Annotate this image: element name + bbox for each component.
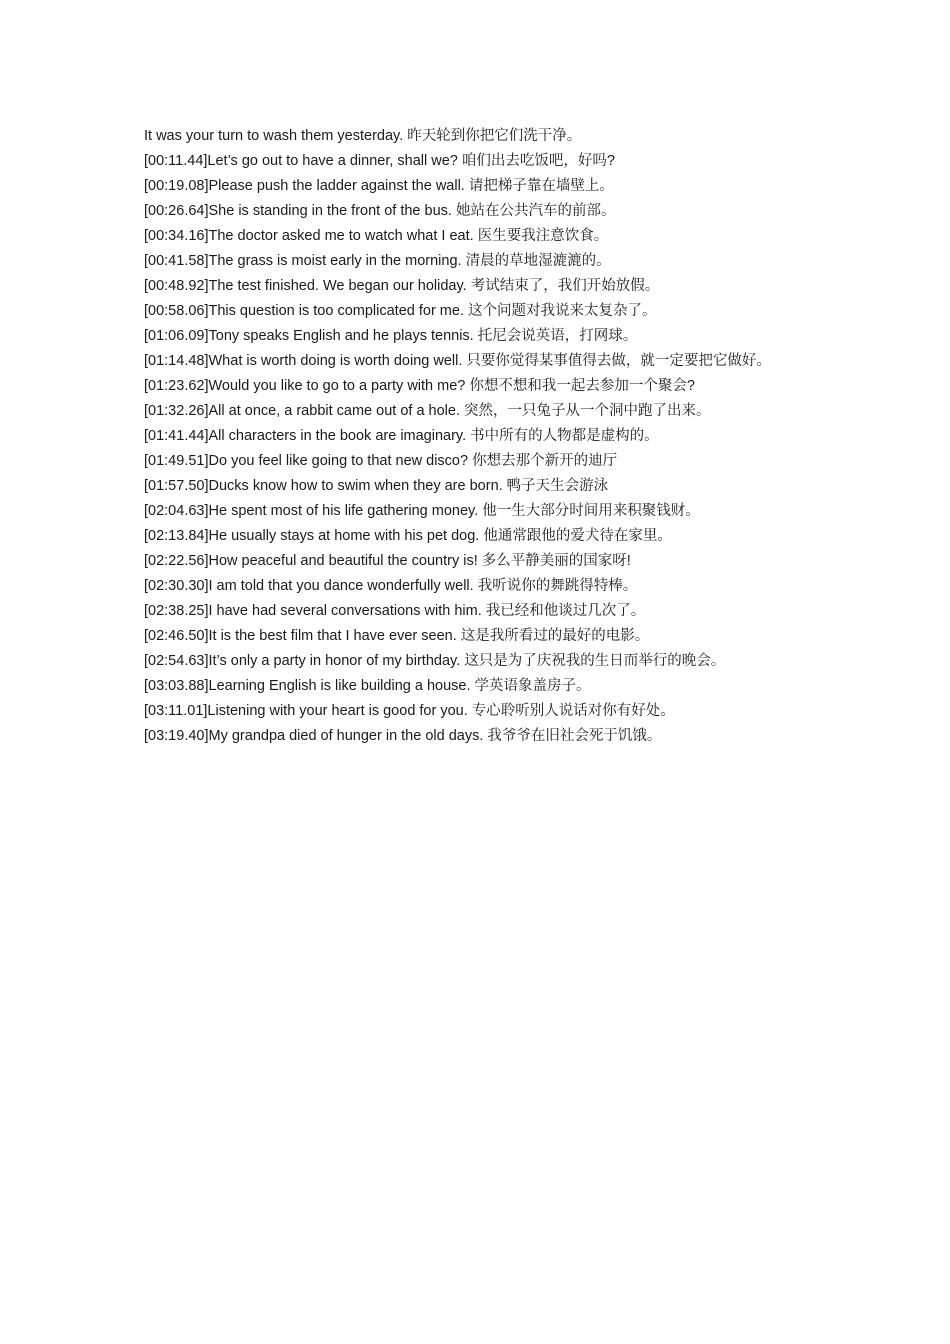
text-line: [03:11.01]Listening with your heart is good for you. 专心聆听别人说话对你有好处。 xyxy=(144,703,675,719)
text-line: [03:03.88]Learning English is like building a house. 学英语象盖房子。 xyxy=(144,678,591,694)
text-line: [00:48.92]The test finished. We began our holiday. 考试结束了，我们开始放假。 xyxy=(144,278,660,294)
text-line: [01:06.09]Tony speaks English and he plays tennis. 托尼会说英语，打网球。 xyxy=(144,328,638,344)
text-line: [01:49.51]Do you feel like going to that new disco? 你想去那个新开的迪厅 xyxy=(144,453,618,469)
text-line: [01:41.44]All characters in the book are imaginary. 书中所有的人物都是虚构的。 xyxy=(144,428,659,444)
text-line: [01:57.50]Ducks know how to swim when they are born. 鸭子天生会游泳 xyxy=(144,478,609,494)
text-line: [02:54.63]It’s only a party in honor of my birthday. 这只是为了庆祝我的生日而举行的晚会。 xyxy=(144,653,726,669)
text-line: [02:38.25]I have had several conversations with him. 我已经和他谈过几次了。 xyxy=(144,603,646,619)
text-line: [01:23.62]Would you like to go to a party with me? 你想不想和我一起去参加一个聚会? xyxy=(144,378,695,394)
text-line: [00:58.06]This question is too complicated for me. 这个问题对我说来太复杂了。 xyxy=(144,303,657,319)
text-line: [02:13.84]He usually stays at home with his pet dog. 他通常跟他的爱犬待在家里。 xyxy=(144,528,672,544)
document-body xyxy=(144,124,816,749)
text-line: [00:19.08]Please push the ladder against the wall. 请把梯子靠在墙壁上。 xyxy=(144,178,614,194)
text-line: It was your turn to wash them yesterday. 昨天轮到你把它们洗干净。 xyxy=(144,128,582,144)
text-line: [01:14.48]What is worth doing is worth doing well. 只要你觉得某事值得去做，就一定要把它做好。 xyxy=(144,353,771,369)
text-line: [00:11.44]Let’s go out to have a dinner, shall we? 咱们出去吃饭吧，好吗? xyxy=(144,153,615,169)
text-line: [00:41.58]The grass is moist early in the morning. 清晨的草地湿漉漉的。 xyxy=(144,253,611,269)
text-line: [02:04.63]He spent most of his life gathering money. 他一生大部分时间用来积聚钱财。 xyxy=(144,503,700,519)
text-line: [03:19.40]My grandpa died of hunger in the old days. 我爷爷在旧社会死于饥饿。 xyxy=(144,728,662,744)
text-line: [00:34.16]The doctor asked me to watch what I eat. 医生要我注意饮食。 xyxy=(144,228,609,244)
text-line: [01:32.26]All at once, a rabbit came out of a hole. 突然，一只兔子从一个洞中跑了出来。 xyxy=(144,403,711,419)
text-line: [02:46.50]It is the best film that I have ever seen. 这是我所看过的最好的电影。 xyxy=(144,628,650,644)
text-line: [02:22.56]How peaceful and beautiful the country is! 多么平静美丽的国家呀! xyxy=(144,553,631,569)
text-line: [02:30.30]I am told that you dance wonderfully well. 我听说你的舞跳得特棒。 xyxy=(144,578,638,594)
text-line: [00:26.64]She is standing in the front of the bus. 她站在公共汽车的前部。 xyxy=(144,203,616,219)
